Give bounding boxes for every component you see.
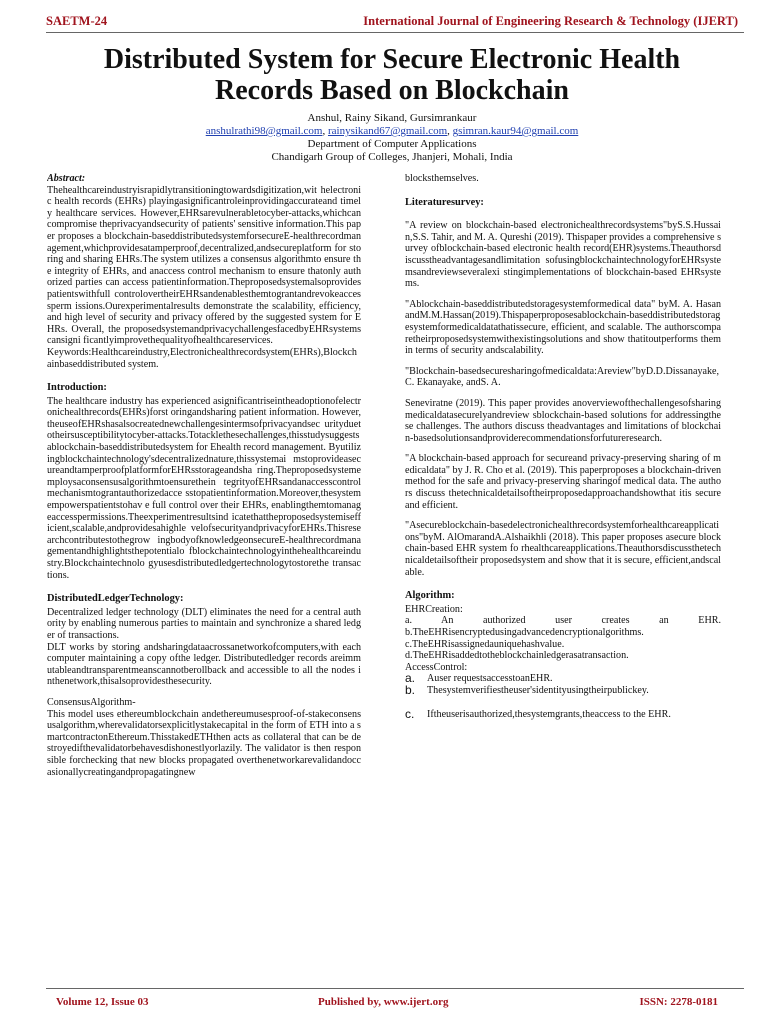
literature-survey-heading: Literaturesurvey: — [405, 196, 484, 208]
literature-item-4: "A blockchain-based approach for secureand privacy-preserving sharing of medicaldata" by J. R. Cho et al. (2019). This paperproposes a blockchain-driven method for the safe and privacy-preserving sharingof medical data. The authors discuss thetechnicaldetailsoftheirproposedapproachandshowthat itis secureand efficient. — [405, 453, 721, 511]
paper-title-line-2: Records Based on Blockchain — [215, 75, 569, 106]
author-institution: Chandigarh Group of Colleges, Jhanjeri, Mohali, India — [271, 151, 513, 163]
abstract-body: Thehealthcareindustryisrapidlytransitioningtowardsdigitization,wit helectronic health records (EHRs) playingasignificantroleinprovidingaccurateand timely healthcare services. However,EHRsarevulnerabletocyber-attacks,whichcancompromise theprivacyandsecurity of patients' sensitive information.This paper proposes a blockchain-baseddistributedsystemforsecureE-healthrecordmanagement,whichprovidesatamperproof,decentralized,andsecureplatform for storing and sharing EHRs.The system utilizes a consensus algorithmto ensure the integrity of EHRs, and anaccess control mechanism to ensure thatonly authorized parties can access patientinformation.Theproposedsystemalsoprovidespatientswithfull controlovertheirEHRsandenablesthemtograntandrevokeaccessperm issions.Ourexperimentalresults demonstrate the scalability, efficiency, and high level of security and privacy offered by the suggested system for EHRs. Overall, the proposedsystemandprivacychallengesfacedbyEHRsystemscansigni ficantlyimprovethequalityofhealthcareservices. — [47, 184, 361, 347]
author-department: Department of Computer Applications — [307, 138, 477, 150]
ehr-step-a: a. An authorized user creates an EHR. b.TheEHRisencryptedusingadvancedencryptionalgorithms. — [405, 615, 721, 638]
consensus-body: This model uses ethereumblockchain andethereumusesproof-of-stakeconsensusalgorithm,wherevalidatorsexplicitlystakecapital in the form of ETH into a smartcontractonEthereum.ThisstakedETHthen acts as collateral that can be destroyedifthevalidatorbehavesdishonestlyorlazily. The validator is then responsible forchecking that new blocks propagated overthenetworkarevalidandoccasionallycreatingandpropagatingnew — [47, 708, 361, 778]
right-column — [405, 173, 721, 981]
header-rule — [46, 32, 744, 33]
literature-item-3a: "Blockchain-basedsecuresharingofmedicaldata:Areview"byD.D.Dissanayake,C. Ekanayake, andS. A. — [405, 365, 720, 389]
paper-title-line-1: Distributed System for Secure Electronic Health — [103, 44, 681, 75]
footer-publisher: Published by, www.ijert.org — [318, 996, 449, 1008]
access-step-b — [405, 682, 721, 697]
ehr-step-c: c.TheEHRisassignedauniquehashvalue. — [405, 638, 565, 650]
list-marker: a. — [405, 671, 416, 686]
email-link-1[interactable]: anshulrathi98@gmail.com — [205, 125, 323, 137]
email-link-3[interactable]: gsimran.kaur94@gmail.com — [452, 125, 579, 137]
access-step-c — [405, 706, 721, 721]
paper-title — [40, 44, 744, 106]
dlt-heading: DistributedLedgerTechnology: — [47, 593, 184, 605]
access-step-c-text: Iftheuserisauthorized,thesystemgrants,theaccess to the EHR. — [427, 708, 671, 720]
author-emails: anshulrathi98@gmail.com, rainysikand67@gmail.com, gsimran.kaur94@gmail.com — [205, 125, 579, 137]
algorithm-heading: Algorithm: — [405, 590, 455, 602]
literature-item-2: "Ablockchain-baseddistributedstoragesystemformedical data" byM. A. HasanandM.M.Hassan(2019).Thispaperproposesablockchain-baseddistributedstoragesystemformedicaldatathatissecure, efficient, and scalable. The authorscomparetheirproposedsystemwithexistingsolutions and show thatitoutperforms them in terms of security andscalability. — [405, 298, 721, 357]
access-control-label: AccessControl: — [405, 661, 468, 673]
access-step-a-text: Auser requestsaccesstoanEHR. — [427, 673, 553, 685]
footer-rule — [46, 988, 744, 989]
consensus-heading: ConsensusAlgorithm- — [47, 696, 136, 708]
abstract-heading: Abstract: — [47, 173, 86, 184]
access-step-b-text: Thesystemverifiestheuser'sidentityusingtheirpublickey. — [427, 684, 649, 696]
author-block — [40, 112, 744, 164]
literature-item-5: "Asecureblockchain-basedelectronichealthrecordsystemforhealthcareapplications"byM. AlOmarandA.Alshaikhli (2018). This paper proposes asecure blockchain-based EHR system fo rhealthcareapplications.Theauthorsdiscussthetechnicaldetailsoftheir proposedsystem and show that it is secure, efficient,andscalable. — [405, 520, 721, 578]
footer-issn: ISSN: 2278-0181 — [639, 996, 718, 1008]
introduction-heading: Introduction: — [47, 382, 107, 394]
dlt-body-2: DLT works by storing andsharingdataacrossanetworkofcomputers,with each computer maintaining a copy ofthe ledger. Distributedledger records areimmutableandtransparentmeanscannotberollback and accessible to all the nodes inthenetwork,thisalsoprovidesthesecurity. — [47, 641, 361, 688]
author-names: Anshul, Rainy Sikand, Gursimrankaur — [307, 112, 477, 124]
dlt-body: Decentralized ledger technology (DLT) eliminates the need for a central authority by enabling numerous parties to maintain and synchronize a shared ledger of transactions. — [47, 606, 361, 641]
keywords: Keywords:Healthcareindustry,Electronichealthrecordsystem(EHRs),Blockchainbaseddistributed system. — [47, 346, 357, 370]
journal-full-name: International Journal of Engineering Research & Technology (IJERT) — [363, 14, 738, 28]
list-marker: b. — [405, 682, 416, 697]
literature-item-1: "A review on blockchain-based electronichealthrecordsystems"byS.S.Hussain,S.S. Tahir, and M. A. Qureshi (2019). Thispaper provides a comprehensive survey ofblockchain-based electronic health record(EHR)systems.Theauthorsdiscusstheadvantagesandlimitation sofusingblockchaintechnologyforEHRsystemsandreviewseveralexi stingimplementations of blockchain-based EHRsystems. — [405, 220, 721, 290]
ehr-creation-label: EHRCreation: — [405, 603, 463, 615]
literature-item-3b: Seneviratne (2019). This paper provides anoverviewofthechallengesofsharingmedicaldatasecurelyandreview sblockchain-based solutions for addressingthese challenges. The authors discuss theadvantages and limitations of blockchain-basedsolutionsandproviderecommendationsforfutureresearch. — [405, 397, 721, 444]
email-link-2[interactable]: rainysikand67@gmail.com — [327, 125, 448, 137]
continuation-text: blocksthemselves. — [405, 173, 479, 184]
left-column — [47, 173, 361, 981]
footer-volume: Volume 12, Issue 03 — [56, 996, 149, 1008]
access-step-a — [405, 673, 721, 685]
introduction-body: The healthcare industry has experienced asignificantriseintheadoptionofelectronichealthrecords(EHRs)forst oringandsharing patient information. However, theuseofEHRshasalsocreatednewchallengesintermsofprivacyandsec urityduetotheirsusceptibilitytocyber-attacks.Totacklethesechallenges,thisstudysuggestsablockchain-baseddistributedsystem for Ehealth record management. Byutilizingblockchaintechnology'sdecentralizednature,thissystemai mstoprovideasecureandtamperproofplatformforEHRsstorageandsha ring.Theproposedsystememploysaconsensusalgorithmtoensurethein tegrityofEHRsandanaccesscontrolmechanismtograntauthorizedacce sstopatientinformation.Moreover,thesystemempowerspatientstohav e full control over their EHRs, enablingthemtomanageaccesspermissions.Theexperimentresultsind icatethattheproposedsystemisefficient,scalable,andprovidesahighle velofsecurityandprivacyforEHRs.Thisresearchcontributestothegrow ingbodyofknowledgeonsecureE-healthrecordmanagementandhighlightsthepotentialo fblockchaintechnologyinthehealthcareindustry.Blockchaintechnolo gyusesdistributedledgertechnologytostorethe transactions. — [47, 395, 361, 581]
list-marker: c. — [405, 706, 415, 721]
journal-short-name: SAETM-24 — [46, 14, 108, 28]
ehr-step-d: d.TheEHRisaddedtotheblockchainledgerasatransaction. — [405, 650, 629, 662]
